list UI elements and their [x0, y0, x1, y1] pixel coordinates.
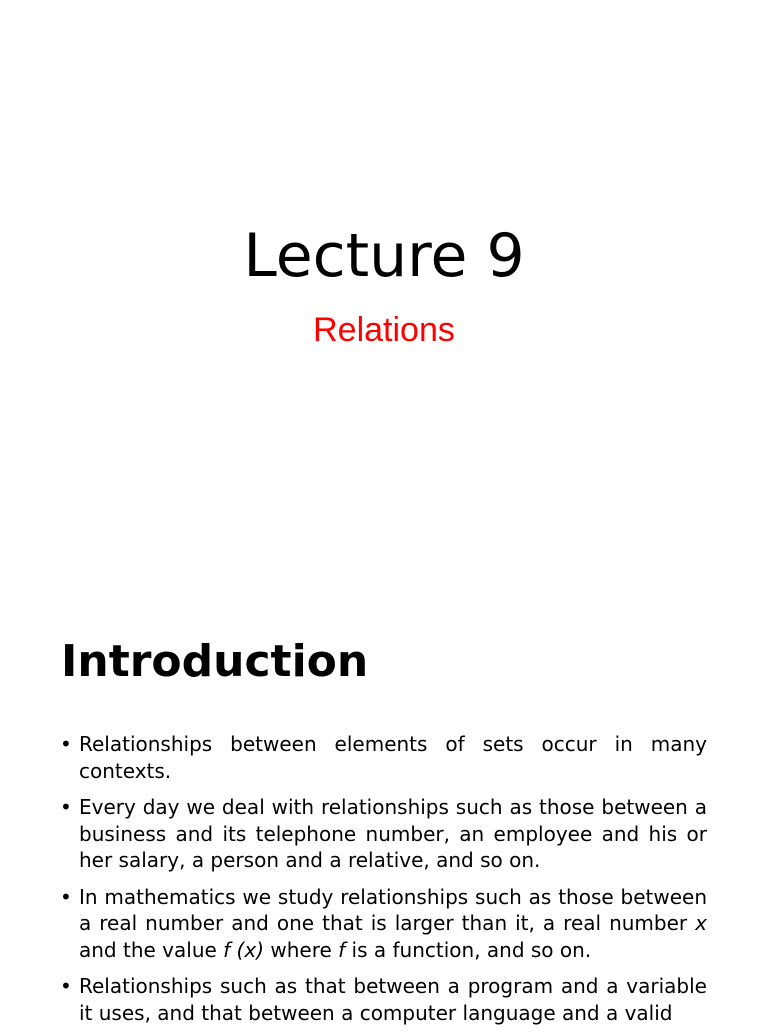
bullet-text: Every day we deal with relationships such as those between a business and its telephone number, an employee and his or her salary, a person and a relative, and so on. — [79, 795, 707, 872]
bullet-item-mathematics — [60, 884, 707, 964]
bullet-text-part: In mathematics we study relationships such as those between a real number and one that is larger than it, a real number — [79, 884, 707, 935]
lecture-title: Lecture 9 — [243, 221, 525, 291]
bullet-icon: • — [60, 884, 72, 909]
bullet-text: Relationships between elements of sets occur in many contexts. — [79, 732, 707, 783]
bullet-icon: • — [60, 732, 72, 756]
bullet-text-part: and the value — [79, 937, 224, 962]
bullet-list — [60, 731, 707, 1036]
bullet-item-programs — [60, 973, 707, 1026]
introduction-slide — [0, 576, 768, 1024]
bullet-icon: • — [60, 974, 72, 998]
bullet-item-contexts — [60, 731, 707, 784]
section-heading: Introduction — [61, 636, 369, 687]
bullet-item-everyday — [60, 794, 707, 874]
bullet-text: Relationships such as that between a program and a variable it uses, and that between a computer language and a valid — [79, 974, 707, 1025]
bullet-icon: • — [60, 795, 72, 819]
function-fx: f (x) — [223, 937, 264, 962]
bullet-text-part: is a function, and so on. — [345, 937, 592, 962]
lecture-subtitle: Relations — [313, 311, 455, 349]
function-f: f — [338, 937, 346, 962]
variable-x: x — [695, 911, 707, 935]
bullet-text-part: where — [264, 937, 339, 962]
